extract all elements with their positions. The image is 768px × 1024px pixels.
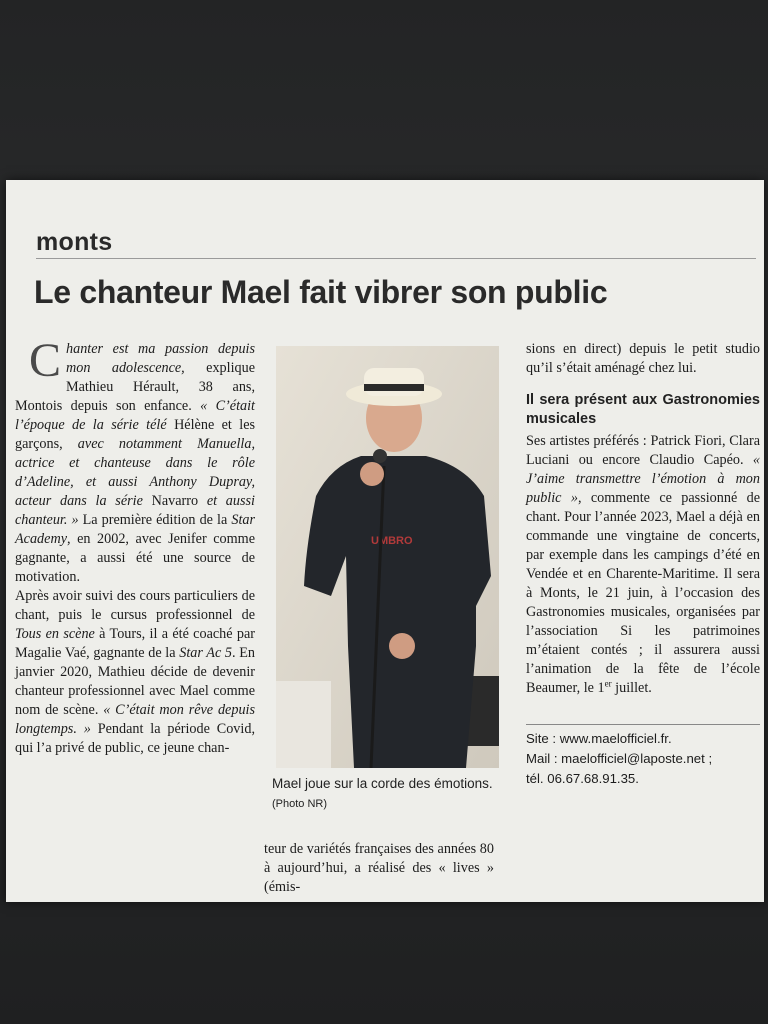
text-run: explique Mathieu Hérault, 38 ans, Montois depuis son enfance. [15,360,255,414]
column-2 [264,840,494,897]
text-run: « C’était l’époque de la série télé [15,398,255,433]
caption-text: Mael joue sur la corde des émotions. [272,776,493,791]
hat-crown [364,368,424,396]
text-run: Star Academy [15,512,255,547]
contact-info [526,724,760,789]
paragraph-4 [526,340,760,378]
photo-caption [272,774,502,814]
paragraph-1 [15,334,256,587]
text-run: Après avoir suivi des cours particuliers de chant, puis le cursus professionnel de [15,588,255,623]
contact-mail: Mail : maelofficiel@laposte.net ; [526,751,713,766]
paragraph-3 [264,840,494,897]
hand-left [360,462,384,486]
section-rule [36,258,756,259]
photo-credit: (Photo NR) [272,798,328,810]
text-run: sions en direct) depuis le petit studio qu’il s’était aménagé chez lui. [526,341,760,376]
text-run: Navarro [151,493,207,509]
text-run: teur de variétés françaises des années 80 à aujourd’hui, a réalisé des « lives » (émis- [264,841,494,895]
speaker-box [276,681,331,768]
text-run: « C’était mon rêve depuis longtemps. » [15,702,255,737]
column-3 [526,340,760,789]
microphone [373,449,387,463]
singer-photo-illustration [276,346,499,768]
text-run: à Tours, il a été coaché par Magalie Vaé, gagnante de la [15,626,255,661]
text-run: Ses artistes préférés : Patrick Fiori, Clara Luciani ou encore Claudio Capéo. [526,433,760,468]
section-heading: monts [36,228,113,256]
article-photo [276,346,499,768]
text-run: , commente ce passionné de chant. Pour l’année 2023, Mael a déjà en commande une vingtaine de concerts, par exemple dans les campings d’été en Vendée et en Charente-Maritime. Il sera à Monts, le 21 juin, à l’occasion des Gastronomies musicales, organisées par l’association Si les patrimoines m’étaient contés ; il assurera aussi l’animation de la fête de l’école Beaumer, le 1 [526,490,761,696]
paragraph-5-end: juillet. [611,680,652,696]
hat-band [364,384,424,391]
column-1 [15,334,256,758]
hand-right [389,633,415,659]
shirt-logo-text: UMBRO [371,535,413,547]
ordinal-suffix: er [604,678,612,689]
contact-tel: tél. 06.67.68.91.35. [526,771,639,786]
text-run: Tous en scène [15,626,95,642]
text-run: . En janvier 2020, Mathieu décide de devenir chanteur professionnel avec Mael comme nom de scène. [15,645,255,718]
text-run: La première édition de la [78,512,232,528]
contact-site: Site : www.maelofficiel.fr. [526,731,672,746]
text-run: avec notamment Manuella, actrice et chanteuse dans le rôle d’Adeline, et aussi Anthony Dupray, acteur dans la série [15,436,255,509]
text-run: et aussi chanteur. » [15,493,255,528]
subheading: Il sera présent aux Gastronomies musicales [526,392,760,427]
drop-cap: C [29,334,62,387]
text-run: Hélène et les garçons, [15,417,256,452]
text-run: Pendant la période Covid, qui l’a privé de public, ce jeune chan- [15,721,255,756]
paragraph-5 [526,432,760,698]
text-run: , en 2002, avec Jenifer comme gagnante, a aussi été une source de motivation. [15,531,255,585]
text-run: « J’aime transmettre l’émotion à mon public » [526,452,760,506]
text-run: Star Ac 5 [179,645,233,661]
text-run: hanter est ma passion depuis mon adolescence, [66,341,255,376]
paragraph-2 [15,587,255,758]
article-headline: Le chanteur Mael fait vibrer son public [34,274,608,310]
newspaper-clipping [6,180,764,902]
